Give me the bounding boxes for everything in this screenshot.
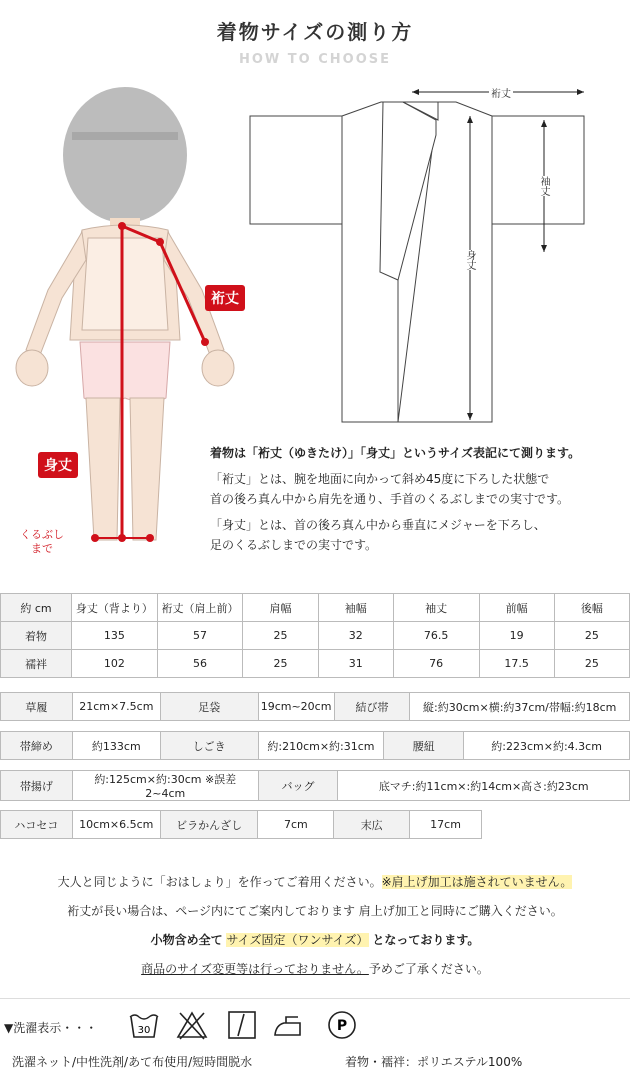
ankle-label: くるぶし まで bbox=[20, 528, 64, 555]
line-dry-icon bbox=[226, 1009, 258, 1041]
material-info: 着物・襦袢：ポリエステル100% bbox=[345, 1055, 523, 1069]
page-subtitle: HOW TO CHOOSE bbox=[238, 52, 391, 67]
table-row: 襦袢 102 56 25 31 76 17.5 25 bbox=[1, 650, 630, 678]
diagram-mitake-label: 身丈 bbox=[464, 250, 475, 270]
diagram-sode-label: 袖丈 bbox=[538, 176, 549, 196]
dry-clean-p-icon bbox=[326, 1009, 358, 1041]
notes-block bbox=[0, 868, 630, 984]
size-table-header: 約 cm 身丈（背より） 裄丈（肩上前） 肩幅 袖幅 袖丈 前幅 後幅 bbox=[1, 594, 630, 622]
items-row-4 bbox=[0, 810, 482, 839]
wash-30-icon bbox=[128, 1009, 160, 1041]
kimono-diagram bbox=[248, 80, 593, 425]
care-method: 洗濯ネット/中性洗剤/あて布使用/短時間脱水 bbox=[12, 1055, 253, 1069]
items-row-2 bbox=[0, 731, 630, 760]
no-bleach-icon bbox=[176, 1009, 208, 1041]
table-row: 草履 21cm×7.5cm 足袋 19cm~20cm 結び帯 縦:約30cm×横:約37cm/帯幅:約18cm bbox=[1, 693, 630, 721]
yuki-description: 「裄丈」とは、腕を地面に向かって斜め45度に下ろした状態で 首の後ろ真ん中から肩先を通り、手首のくるぶしまでの実寸です。 bbox=[210, 472, 570, 506]
care-symbols-row bbox=[0, 1005, 630, 1049]
items-row-3 bbox=[0, 770, 630, 801]
measurement-description bbox=[210, 443, 620, 561]
wash-temp-text: 30 bbox=[137, 1025, 151, 1036]
diagram-yuki-label: 裄丈 bbox=[489, 85, 513, 100]
table-row: ハコセコ 10cm×6.5cm ビラかんざし 7cm 末広 17cm bbox=[1, 811, 482, 839]
yuki-label-red: 裄丈 bbox=[205, 285, 245, 311]
note-line-2: 裄丈が長い場合は、ページ内にてご案内しております 肩上げ加工と同時にご購入ください。 bbox=[67, 904, 563, 918]
size-table bbox=[0, 593, 630, 678]
mitake-label-red: 身丈 bbox=[38, 452, 78, 478]
items-row-1 bbox=[0, 692, 630, 721]
note-line-3: 小物含め全て サイズ固定（ワンサイズ） となっております。 bbox=[150, 933, 480, 947]
divider bbox=[0, 998, 630, 999]
page-title: 着物サイズの測り方 bbox=[216, 20, 414, 44]
iron-icon bbox=[272, 1009, 304, 1041]
description-lead: 着物は「裄丈（ゆきたけ）」「身丈」というサイズ表記にて測ります。 bbox=[210, 446, 581, 460]
table-row: 帯揚げ 約:125cm×約:30cm ※誤差2~4cm バッグ 底マチ:約11cm×:約14cm×高さ:約23cm bbox=[1, 771, 630, 801]
note-line-4: 商品のサイズ変更等は行っておりません。予めご了承ください。 bbox=[141, 962, 489, 976]
note-line-1: 大人と同じように「おはしょり」を作ってご着用ください。※肩上げ加工は施されていません。 bbox=[57, 875, 573, 889]
svg-text:P: P bbox=[336, 1018, 348, 1034]
care-label: ▼洗濯表示・・・ bbox=[4, 1021, 98, 1035]
mitake-description: 「身丈」とは、首の後ろ真ん中から垂直にメジャーを下ろし、 足のくるぶしまでの実寸です。 bbox=[210, 518, 546, 552]
table-row: 帯締め 約133cm しごき 約:210cm×約:31cm 腰紐 約:223cm×約:4.3cm bbox=[1, 732, 630, 760]
table-row: 着物 135 57 25 32 76.5 19 25 bbox=[1, 622, 630, 650]
